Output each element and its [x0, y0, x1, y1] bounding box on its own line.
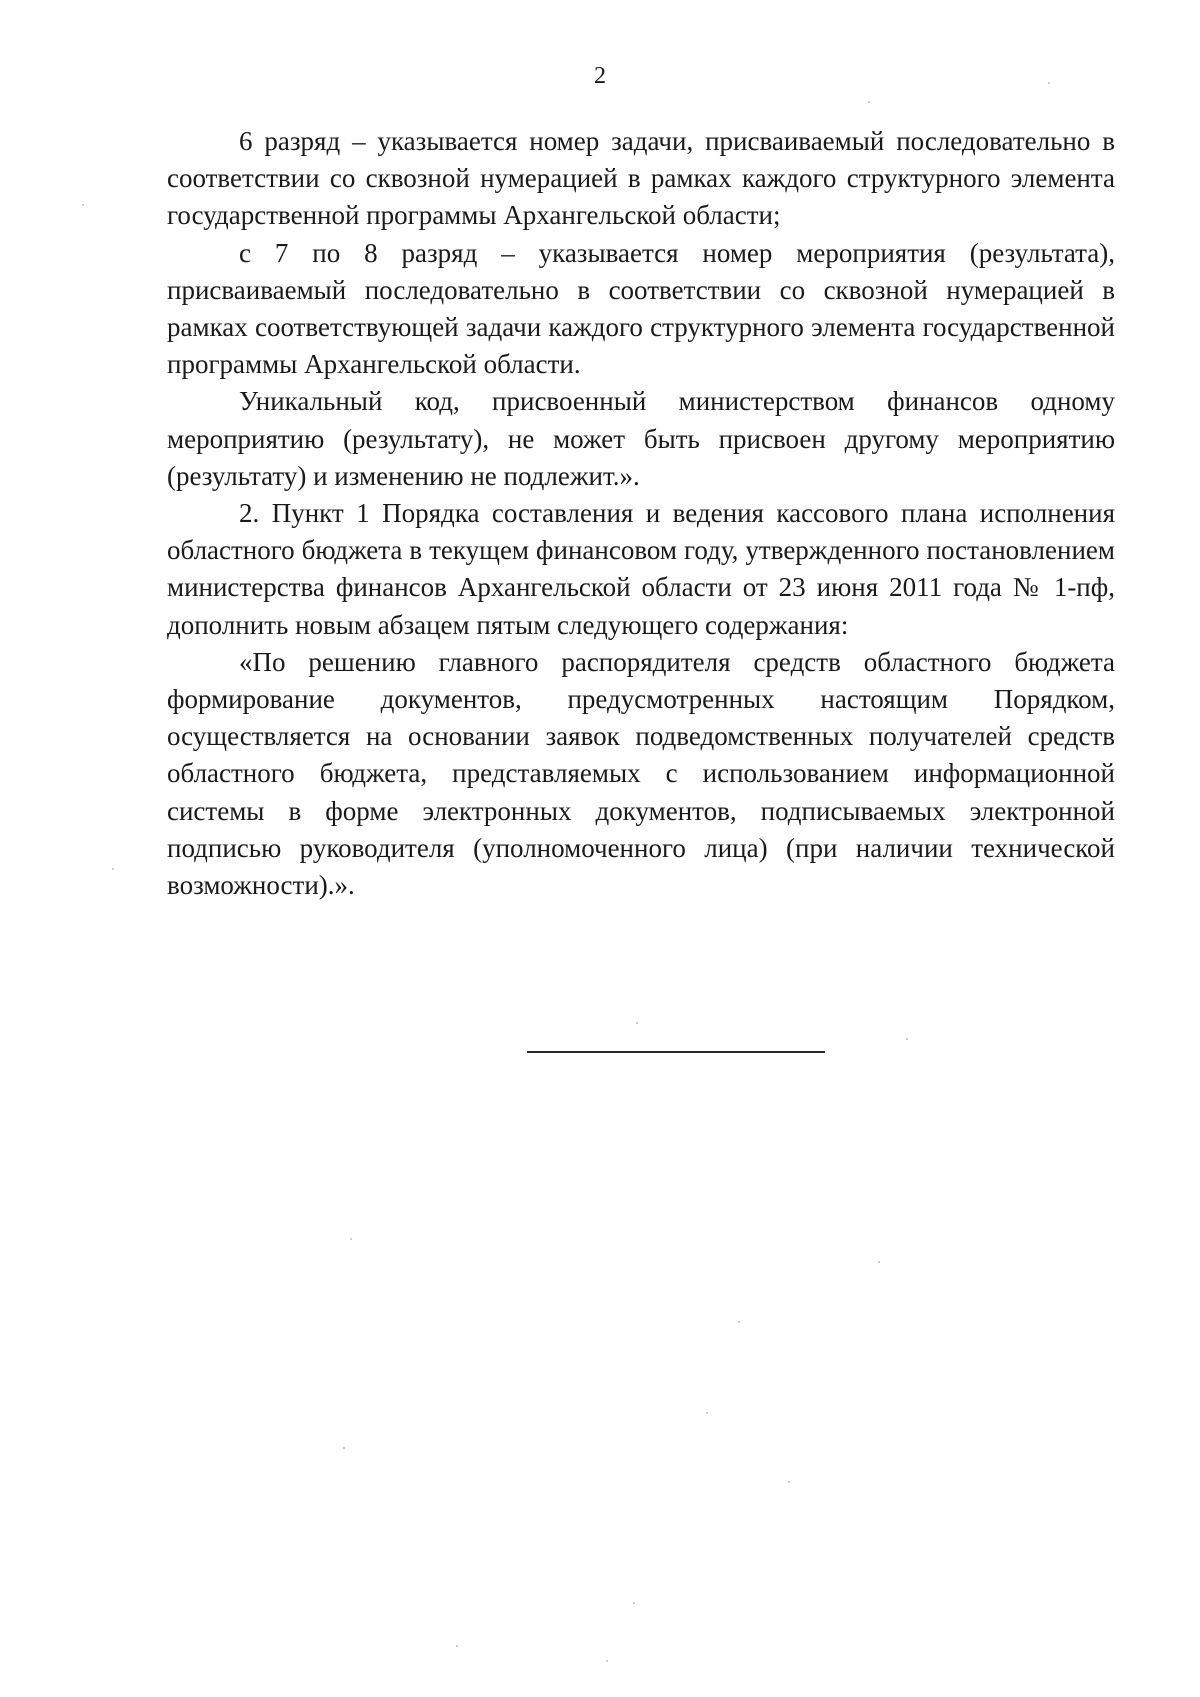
scan-speck: [456, 1645, 458, 1647]
paragraph-item-2: 2. Пункт 1 Порядка составления и ведения кассового плана исполнения областного бюджета в текущем финансовом году, утвержденного постановлением министерства финансов Архангельской области от 23 июня 2011 года № 1-пф, дополнить новым абзацем пятым следующего содержания:: [167, 498, 1115, 640]
scan-speck: [738, 1321, 740, 1323]
scan-speck: [868, 101, 870, 103]
scan-speck: [633, 1602, 635, 1604]
paragraph-quoted-amendment: «По решению главного распорядителя средств областного бюджета формирование документов, предусмотренных настоящим Порядком, осуществляется на основании заявок подведомственных получателей средств областного бюджета, представляемых с использованием информационной системы в форме электронных документов, подписываемых электронной подписью руководителя (уполномоченного лица) (при наличии технической возможности).».: [167, 646, 1115, 901]
scan-speck: [706, 1412, 708, 1414]
paragraph-digit-6: 6 разряд – указывается номер задачи, присваиваемый последовательно в соответствии со сквозной нумерацией в рамках каждого структурного элемента государственной программы Архангельской области;: [167, 126, 1115, 231]
paragraph-digits-7-8: с 7 по 8 разряд – указывается номер мероприятия (результата), присваиваемый последовательно в соответствии со сквозной нумерацией в рамках соответствующей задачи каждого структурного элемента государственной программы Архангельской области.: [167, 237, 1115, 380]
scan-speck: [878, 1261, 880, 1263]
paragraph-unique-code: Уникальный код, присвоенный министерством финансов одному мероприятию (результату), не может быть присвоен другому мероприятию (результату) и изменению не подлежит.».: [167, 386, 1115, 491]
scan-speck: [343, 1447, 345, 1449]
page-number: 2: [594, 63, 606, 89]
scan-speck: [606, 1660, 608, 1662]
scan-speck: [636, 1022, 638, 1024]
document-body: [167, 123, 1115, 904]
scan-speck: [112, 868, 114, 870]
end-of-text-rule: [527, 1051, 825, 1053]
scan-speck: [1048, 82, 1050, 84]
scan-speck: [788, 1481, 790, 1483]
scan-speck: [82, 204, 84, 206]
scan-speck: [906, 1038, 908, 1040]
scan-speck: [350, 1238, 352, 1240]
